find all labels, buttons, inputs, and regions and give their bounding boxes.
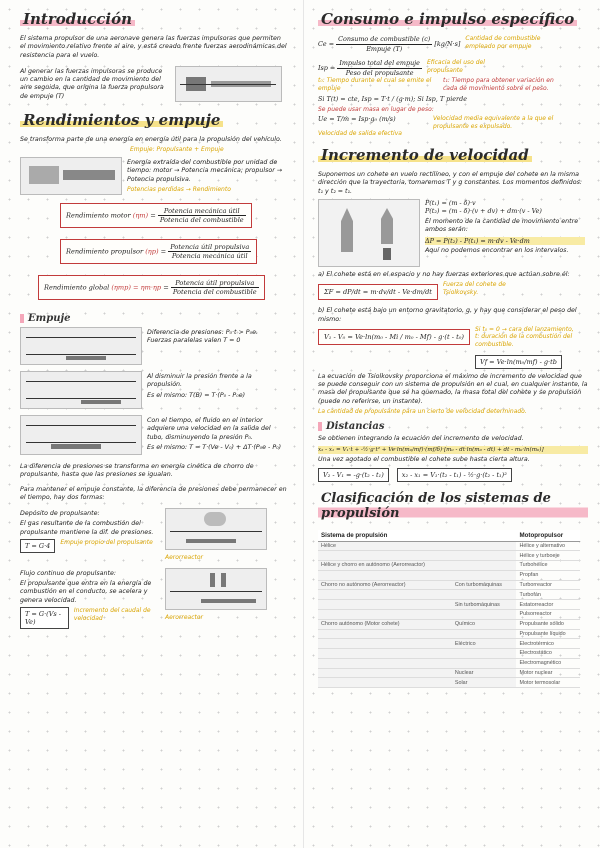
empuje-desc-1: Diferencia de presiones: P₀·t > P₀e. Fuerzas paralelas valen T = 0 bbox=[147, 328, 258, 345]
case-b-equation: V₁ - V₀ = Ve·ln(m₀ - Mi / m₀ - Mf) - g·(t - t₀) bbox=[318, 329, 470, 345]
ce-equation: Ce = $\frac{\text{Consumo de combustible (c)}}{\text{Empuje (T)}}$ [kg/N·s] bbox=[318, 35, 461, 53]
table-row bbox=[318, 668, 580, 678]
table-cell: Estatorreactor bbox=[516, 600, 580, 610]
table-cell: Turbofán bbox=[516, 590, 580, 600]
prop-eff-fraction bbox=[168, 243, 251, 260]
table-cell bbox=[318, 678, 452, 688]
incr-eq-3: El momento de la cantidad de movimiento entre ambos serán: bbox=[425, 217, 579, 234]
rend-engine-sketch bbox=[20, 157, 122, 195]
dist-box-1: V₂ - V₁ = -g·(t₂ - t₁) bbox=[318, 468, 389, 482]
ce-note: Cantidad de combustible empleado por empuje bbox=[465, 35, 541, 50]
global-eff-numerator: Potencia útil propulsiva bbox=[171, 279, 259, 288]
rend-row bbox=[20, 157, 288, 195]
incr-eq-2: P(t₂) = (m - δ)·(v + dv) + dm·(v - Ve) bbox=[425, 207, 542, 216]
intro-engine-sketch bbox=[175, 66, 282, 102]
table-cell bbox=[452, 658, 517, 668]
flow-sketch bbox=[165, 568, 267, 610]
dist-box-2: x₂ - x₁ = V₁·(t₂ - t₁) - ½·g·(t₂ - t₁)² bbox=[397, 468, 512, 482]
table-cell: Solar bbox=[452, 678, 517, 688]
case-b-equation-2: Vf = Ve·ln(m₀/mf) - g·tb bbox=[475, 355, 562, 369]
ve-row bbox=[318, 115, 588, 130]
table-cell: Químico bbox=[452, 619, 517, 629]
case-a-note: Fuerza del cohete de Tsiolkovsky. bbox=[442, 281, 506, 296]
table-cell bbox=[318, 668, 452, 678]
classification-table bbox=[318, 530, 580, 689]
case-b-note-2: t: duración de la combustión del combustible. bbox=[475, 333, 573, 349]
table-cell: Turborreactor bbox=[516, 580, 580, 590]
dist-boxes bbox=[318, 468, 588, 482]
method-1-eq-row bbox=[20, 539, 160, 553]
table-cell: Turbohélice bbox=[516, 561, 580, 571]
tsiolkovsky-paragraph: La ecuación de Tsiolkovsky proporciona el máximo de incremento de velocidad que se puede conseguir con un sistema de propulsión en el cual, en cualquier instante, la masa del propulsante que se ha quemado, la masa total del cohete y se propulsión (puede no referirse, un instante). bbox=[318, 372, 588, 405]
masa-note: Se puede usar masa en lugar de peso: bbox=[318, 105, 434, 113]
motor-efficiency-box: Rendimiento motor (ηm) = $\frac{\text{Potencia mecánica útil}}{\text{Potencia del combustible}}$ bbox=[60, 203, 252, 228]
incr-eq-4: ΔP = P(t₂) - P(t₁) = m·dv - Ve·dm bbox=[425, 237, 585, 246]
sketch-note-1: Aerorreactor bbox=[165, 554, 204, 562]
case-a-equation: ΣF = dP/dt = m·dv/dt - Ve·dm/dt bbox=[318, 284, 438, 300]
global-eff-fraction bbox=[171, 279, 259, 296]
incr-rocket-row bbox=[318, 199, 588, 267]
table-row bbox=[318, 619, 580, 629]
ve-note: Velocidad media equivalente a la que el propulsante es expulsado. bbox=[433, 115, 554, 130]
table-cell bbox=[318, 658, 452, 668]
table-cell bbox=[452, 609, 517, 619]
empuje-row-1 bbox=[20, 327, 288, 365]
table-cell bbox=[452, 541, 517, 551]
table-cell: Eléctrico bbox=[452, 639, 517, 649]
intro-paragraph-2: Al generar las fuerzas impulsoras se produce un cambio en la cantidad de movimiento del aire seguida, que origina la fuerza propulsora de empuje (T) bbox=[20, 67, 164, 100]
table-cell: Electrostático bbox=[516, 649, 580, 659]
incr-eq-5: Aquí no podemos encontrar en los intervalos. bbox=[425, 247, 569, 255]
isp-notes-row bbox=[318, 77, 588, 92]
table-row bbox=[318, 580, 580, 590]
prop-eff-numerator: Potencia útil propulsiva bbox=[170, 242, 250, 251]
pink-marker-2 bbox=[318, 422, 322, 431]
method-1-equation: T = G·4 bbox=[20, 539, 55, 553]
table-cell bbox=[318, 649, 452, 659]
method-2-equation: T = G·(Vs - Ve) bbox=[20, 607, 69, 629]
table-cell: Sin turbomáquinas bbox=[452, 600, 517, 610]
tube-sketch-1 bbox=[20, 327, 142, 365]
col-sistema: Sistema de propulsión bbox=[318, 530, 452, 542]
empuje-desc-2: Al disminuir la presión frente a la propulsión. bbox=[147, 372, 252, 389]
intro-row bbox=[20, 66, 288, 103]
prop-eff-symbol: (ηp) bbox=[145, 247, 159, 256]
distancias-heading: Distancias bbox=[318, 421, 588, 432]
deposit-sketch bbox=[165, 508, 267, 550]
tsiolkovsky-note: La cantidad de propulsante para un cierto de velocidad determinado. bbox=[318, 407, 527, 415]
column-divider bbox=[303, 0, 304, 848]
table-cell: Pulsorreactor bbox=[516, 609, 580, 619]
empuje-method-2 bbox=[20, 568, 288, 629]
isp-equation: Isp = $\frac{\text{Impulso total del empuje}}{\text{Peso del propulsante}}$ bbox=[318, 59, 420, 77]
table-cell bbox=[318, 600, 452, 610]
method-1-desc: El gas resultante de la combustión del propulsante mantiene la dif. de presiones. bbox=[20, 520, 154, 536]
isp-row bbox=[318, 59, 588, 77]
method-2-eq-row bbox=[20, 607, 160, 629]
table-cell: Propulsante sólido bbox=[516, 619, 580, 629]
propulsive-efficiency-box: Rendimiento propulsor (ηp) = $\frac{\text{Potencia útil propulsiva}}{\text{Potencia mecánica útil}}$ bbox=[60, 239, 257, 264]
table-cell: Motor nuclear bbox=[516, 668, 580, 678]
clasificacion-title: Clasificación de los sistemas de propulsión bbox=[318, 491, 588, 521]
method-2-desc: El propulsante que entra en la energía de combustión en el conducto, se acelera y genera velocidad. bbox=[20, 580, 152, 604]
global-eff-label: Rendimiento global bbox=[44, 283, 110, 292]
isp-simple: Si T(t) = cte, Isp = T·t / (g·m); Si Isp, T pierde bbox=[318, 95, 467, 104]
table-cell: Electromagnético bbox=[516, 658, 580, 668]
table-cell: Chorro autónomo (Motor cohete) bbox=[318, 619, 452, 629]
rend-paragraph-1: Se transforma parte de una energía en energía útil para la propulsión del vehículo. bbox=[20, 136, 282, 144]
classification-table-body bbox=[318, 541, 580, 688]
case-b-row bbox=[318, 326, 588, 369]
prop-eff-label: Rendimiento propulsor bbox=[66, 247, 144, 256]
empuje-row-2 bbox=[20, 371, 288, 409]
isp-note: Eficacia del uso del propulsante bbox=[426, 59, 485, 74]
table-cell: Hélice y alternativo bbox=[516, 541, 580, 551]
table-row bbox=[318, 600, 580, 610]
table-cell: Hélice y turboeje bbox=[516, 551, 580, 561]
motor-eff-denominator: Potencia del combustible bbox=[159, 215, 244, 224]
ve-equation: Ue = T/ṁ = Isp·g₀ (m/s) bbox=[318, 115, 396, 124]
method-1-title: Depósito de propulsante: bbox=[20, 510, 100, 518]
incr-paragraph-1: Suponemos un cohete en vuelo rectilíneo, y con el empuje del cohete en la misma dirección que la trayectoria, tomaremos T y g constantes. Los momentos definidos: t₁ y t₂ = t₁. bbox=[318, 171, 583, 195]
table-row bbox=[318, 551, 580, 561]
global-eff-symbol: (ηmp) = ηm·ηp bbox=[111, 283, 162, 292]
table-cell: Electrotérmico bbox=[516, 639, 580, 649]
motor-eff-label: Rendimiento motor bbox=[66, 211, 131, 220]
ve-label: Velocidad de salida efectiva bbox=[318, 130, 402, 138]
table-cell bbox=[452, 590, 517, 600]
table-cell: Propfan bbox=[516, 570, 580, 580]
empuje-eq-2: Es el mismo: T(B) = T·(P₀ - P₀e) bbox=[147, 391, 246, 399]
table-cell bbox=[452, 561, 517, 571]
empuje-method-1 bbox=[20, 508, 288, 562]
global-efficiency-box: Rendimiento global (ηmp) = ηm·ηp = $\frac{\text{Potencia útil propulsiva}}{\text{Potencia del combustible}}$ bbox=[38, 275, 265, 300]
table-cell: Motor termosolar bbox=[516, 678, 580, 688]
isp-note-2: t₀: Tiempo durante el cual se emite el empuje bbox=[318, 77, 432, 92]
ce-denominator: Empuje (T) bbox=[366, 44, 403, 53]
isp-denominator: Peso del propulsante bbox=[345, 68, 414, 77]
intro-title: Introducción bbox=[20, 10, 135, 28]
table-cell bbox=[318, 609, 452, 619]
table-row bbox=[318, 570, 580, 580]
empuje-row-3 bbox=[20, 415, 288, 455]
motor-eff-symbol: (ηm) bbox=[132, 211, 149, 220]
table-row bbox=[318, 609, 580, 619]
empuje-desc-3: Con el tiempo, el fluido en el interior adquiere una velocidad en la salida del tubo, disminuyendo la presión P₀. bbox=[147, 416, 271, 441]
ce-row bbox=[318, 35, 588, 53]
table-cell: Chorro no autónomo (Aerorreactor) bbox=[318, 580, 452, 590]
tube-sketch-2 bbox=[20, 371, 142, 409]
table-cell bbox=[318, 629, 452, 639]
dist-paragraph: Se obtienen integrando la ecuación del incremento de velocidad. bbox=[318, 435, 524, 443]
table-cell: Hélice bbox=[318, 541, 452, 551]
method-2-note: Incremento del caudal de velocidad bbox=[73, 606, 151, 622]
table-row bbox=[318, 561, 580, 571]
empuje-heading: Empuje bbox=[20, 313, 288, 324]
left-column bbox=[20, 6, 288, 629]
table-row bbox=[318, 649, 580, 659]
global-eff-denominator: Potencia del combustible bbox=[172, 287, 257, 296]
prop-eff-denominator: Potencia mecánica útil bbox=[171, 251, 248, 260]
incr-eq-1: P(t₁) = (m - δ)·v bbox=[425, 198, 476, 207]
isp-note-3: t₁: Tiempo para obtener variación en cada de movimiento sobre el peso. bbox=[443, 77, 554, 92]
case-a-row bbox=[318, 281, 588, 303]
table-cell: Hélice y chorro en autónomo (Aerorreactor) bbox=[318, 561, 452, 571]
table-row bbox=[318, 629, 580, 639]
motor-eff-numerator: Potencia mecánica útil bbox=[158, 207, 246, 216]
table-cell bbox=[452, 629, 517, 639]
rend-note-1: Empuje: Propulsante + Empuje bbox=[130, 146, 224, 154]
empuje-paragraph-2: Para mantener el empuje constante, la diferencia de presiones debe permanecer en el tiempo, hay dos formas: bbox=[20, 485, 287, 501]
motor-eff-fraction bbox=[158, 207, 246, 224]
right-column bbox=[318, 6, 588, 688]
table-cell bbox=[318, 570, 452, 580]
ce-numerator: Consumo de combustible (c) bbox=[338, 35, 431, 43]
table-row bbox=[318, 639, 580, 649]
col-subtipo bbox=[452, 530, 517, 542]
isp-numerator: Impulso total del empuje bbox=[339, 59, 420, 67]
rocket-sketch bbox=[318, 199, 420, 267]
sketch-note-2: Aerorreactor bbox=[165, 613, 204, 621]
dist-equation: x₂ - x₁ = V₁·t + -½·g·t² + Ve·ln(m₀/mf)·(mf/δ)·[m₀ - dt·ln(m₀ - dt) + dt - m₀·ln(m₀)] bbox=[318, 446, 588, 455]
table-cell bbox=[452, 649, 517, 659]
empuje-eq-3: Es el mismo: T = T·(Ve - V₀) + ΔT·(P₀e - P₀) bbox=[147, 443, 282, 451]
consumo-title: Consumo e impulso específico bbox=[318, 10, 577, 28]
dist-paragraph-2: Una vez agotado el combustible el cohete sube hasta cierta altura. bbox=[318, 456, 530, 464]
table-row bbox=[318, 541, 580, 551]
table-row bbox=[318, 678, 580, 688]
table-cell bbox=[318, 639, 452, 649]
rend-note-3: Potencias perdidas → Rendimiento bbox=[127, 185, 231, 193]
intro-paragraph-1: El sistema propulsor de una aeronave genera las fuerzas impulsoras que permiten el movimiento relativo frente al aire, y está creado frente fuerzas aerodinámicas del resistencia para el vuelo. bbox=[20, 35, 287, 59]
table-header-row bbox=[318, 530, 580, 542]
table-row bbox=[318, 658, 580, 668]
ce-unit: [kg/N·s] bbox=[434, 40, 461, 48]
rendimientos-title: Rendimientos y empuje bbox=[20, 111, 223, 129]
case-a-title: a) El cohete está en el espacio y no hay fuerzas exteriores que actúan sobre él: bbox=[318, 270, 570, 278]
method-2-title: Flujo continuo de propulsante: bbox=[20, 569, 116, 577]
table-cell bbox=[318, 590, 452, 600]
case-b-note-1: Si t₀ = 0 → cara del lanzamiento, bbox=[475, 325, 574, 333]
table-cell bbox=[452, 551, 517, 561]
table-cell bbox=[318, 551, 452, 561]
method-1-note: Empuje propio del propulsante bbox=[60, 539, 153, 547]
rend-note-2: Energía extraída del combustible por unidad de tiempo: motor → Potencia mecánica; propulsor → Potencia propulsiva. bbox=[127, 158, 283, 183]
table-cell bbox=[452, 570, 517, 580]
tube-sketch-3 bbox=[20, 415, 142, 455]
col-motopropulsor: Motopropulsor bbox=[516, 530, 580, 542]
table-cell: Nuclear bbox=[452, 668, 517, 678]
empuje-paragraph-1: La diferencia de presiones se transforma en energía cinética de chorro de propulsante, hasta que las presiones se igualan. bbox=[20, 462, 254, 479]
table-row bbox=[318, 590, 580, 600]
table-cell: Con turbomáquinas bbox=[452, 580, 517, 590]
case-b-title: b) El cohete está bajo un entorno gravitatorio, g, y hay que considerar el peso del mismo: bbox=[318, 307, 577, 323]
table-cell: Propulsante líquido bbox=[516, 629, 580, 639]
incremento-title: Incremento de velocidad bbox=[318, 146, 532, 164]
pink-marker bbox=[20, 314, 24, 323]
